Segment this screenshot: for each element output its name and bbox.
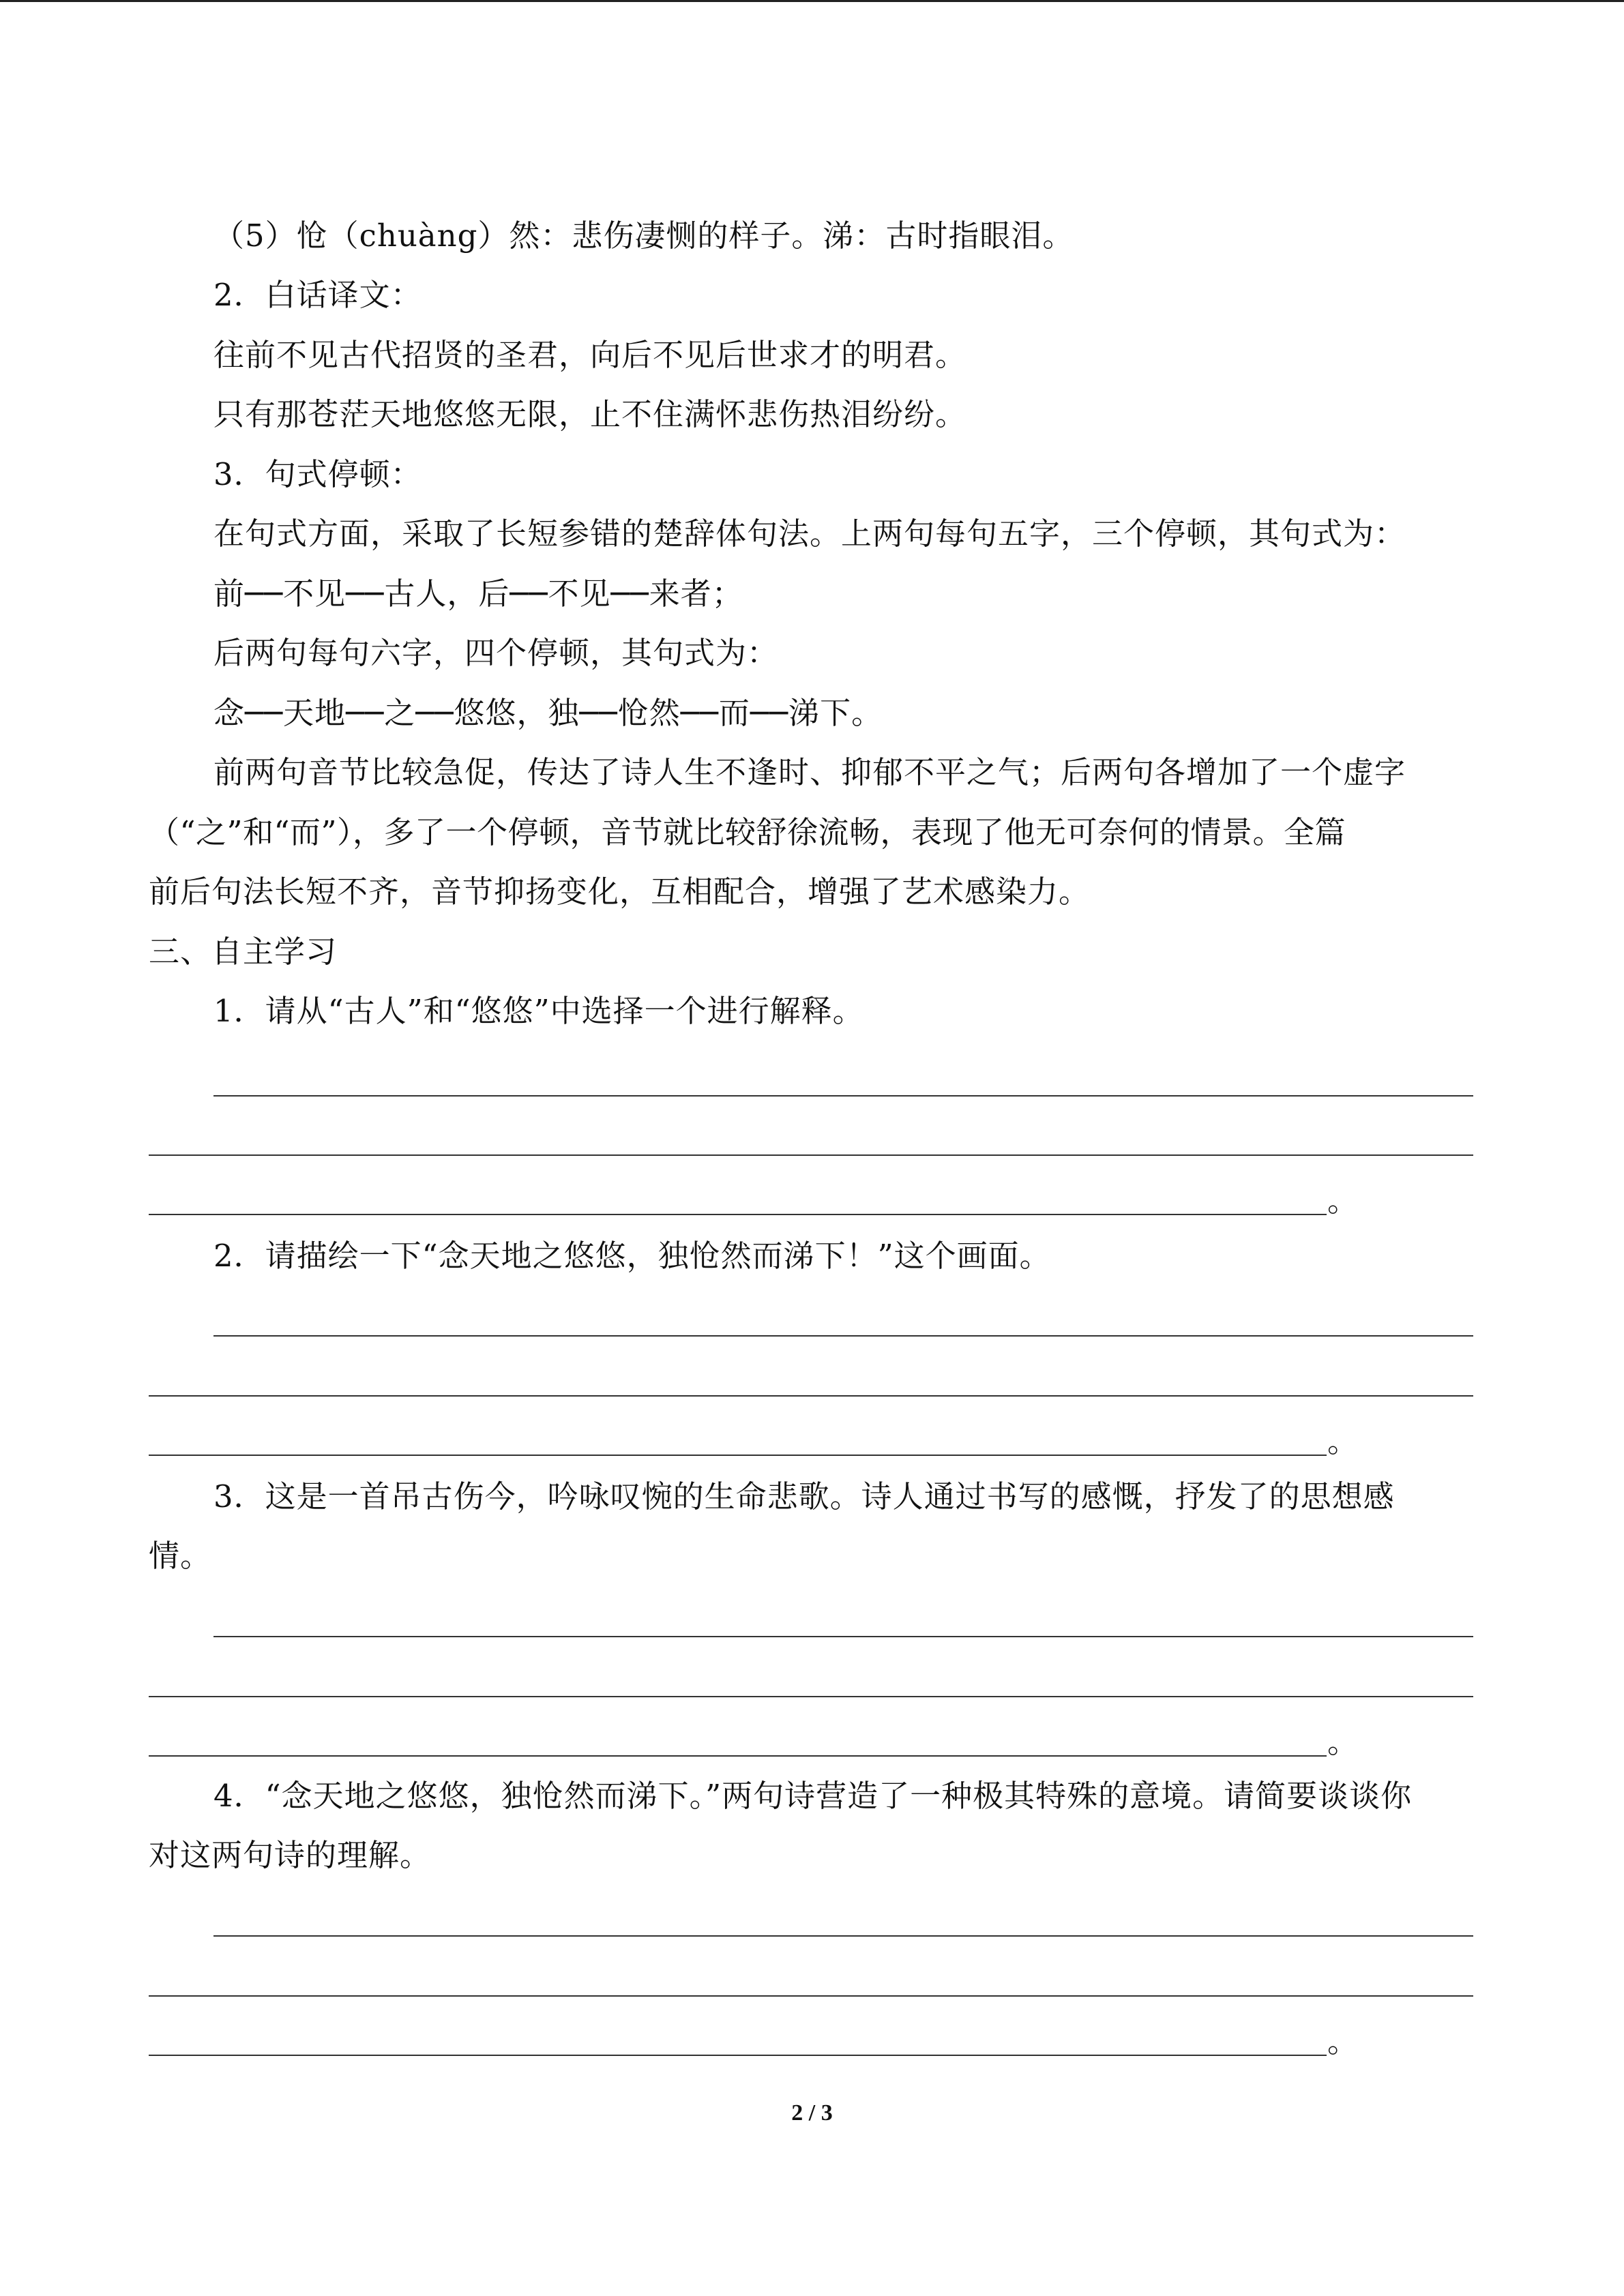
translation-heading: 2．白话译文： (213, 277, 422, 313)
answer-line[interactable] (149, 1755, 1327, 1757)
pause-line-4: 念──天地──之──悠悠，独──怆然──而──涕下。 (213, 695, 883, 731)
note-5: （5）怆（chuàng）然：悲伤凄恻的样子。涕：古时指眼泪。 (213, 218, 1074, 254)
question-3-line-1: 3．这是一首吊古伤今，吟咏叹惋的生命悲歌。诗人通过书写的感慨，抒发了的思想感 (213, 1478, 1395, 1515)
section-heading: 三、自主学习 (149, 934, 338, 970)
answer-line[interactable] (149, 1995, 1473, 1997)
question-4-line-1: 4．“念天地之悠悠，独怆然而涕下。”两句诗营造了一种极其特殊的意境。请简要谈谈你 (213, 1778, 1413, 1814)
pause-line-2: 前──不见──古人，后──不见──来者； (213, 576, 743, 612)
answer-line[interactable] (213, 1636, 1473, 1637)
answer-end-mark: 。 (1327, 1423, 1359, 1459)
question-3-line-2: 情。 (149, 1538, 212, 1574)
translation-line-1: 往前不见古代招贤的圣君，向后不见后世求才的明君。 (213, 337, 967, 373)
question-2: 2．请描绘一下“念天地之悠悠，独怆然而涕下！”这个画面。 (213, 1238, 1051, 1274)
answer-line[interactable] (149, 1696, 1473, 1697)
answer-line[interactable] (213, 1935, 1473, 1937)
pause-line-6: （“之”和“而”），多了一个停顿，音节就比较舒徐流畅，表现了他无可奈何的情景。全篇 (149, 814, 1346, 850)
pause-line-1: 在句式方面，采取了长短参错的楚辞体句法。上两句每句五字，三个停顿，其句式为： (213, 516, 1406, 552)
answer-line[interactable] (149, 2055, 1327, 2056)
answer-line[interactable] (213, 1095, 1473, 1097)
answer-line[interactable] (149, 1154, 1473, 1156)
answer-line[interactable] (149, 1214, 1327, 1215)
pause-line-5: 前两句音节比较急促，传达了诗人生不逢时、抑郁不平之气；后两句各增加了一个虚字 (213, 754, 1406, 790)
question-4-line-2: 对这两句诗的理解。 (149, 1837, 432, 1873)
answer-end-mark: 。 (1327, 2023, 1359, 2059)
pause-line-7: 前后句法长短不齐，音节抑扬变化，互相配合，增强了艺术感染力。 (149, 874, 1091, 910)
page-top-border (0, 0, 1624, 2)
answer-end-mark: 。 (1327, 1724, 1359, 1760)
pause-line-3: 后两句每句六字，四个停顿，其句式为： (213, 635, 779, 671)
page-number: 2 / 3 (791, 2100, 833, 2126)
answer-line[interactable] (149, 1455, 1327, 1456)
answer-line[interactable] (149, 1395, 1473, 1397)
question-1: 1．请从“古人”和“悠悠”中选择一个进行解释。 (213, 993, 864, 1029)
answer-line[interactable] (213, 1335, 1473, 1337)
translation-line-2: 只有那苍茫天地悠悠无限，止不住满怀悲伤热泪纷纷。 (213, 396, 967, 432)
pause-heading: 3．句式停顿： (213, 456, 422, 492)
answer-end-mark: 。 (1327, 1182, 1359, 1219)
